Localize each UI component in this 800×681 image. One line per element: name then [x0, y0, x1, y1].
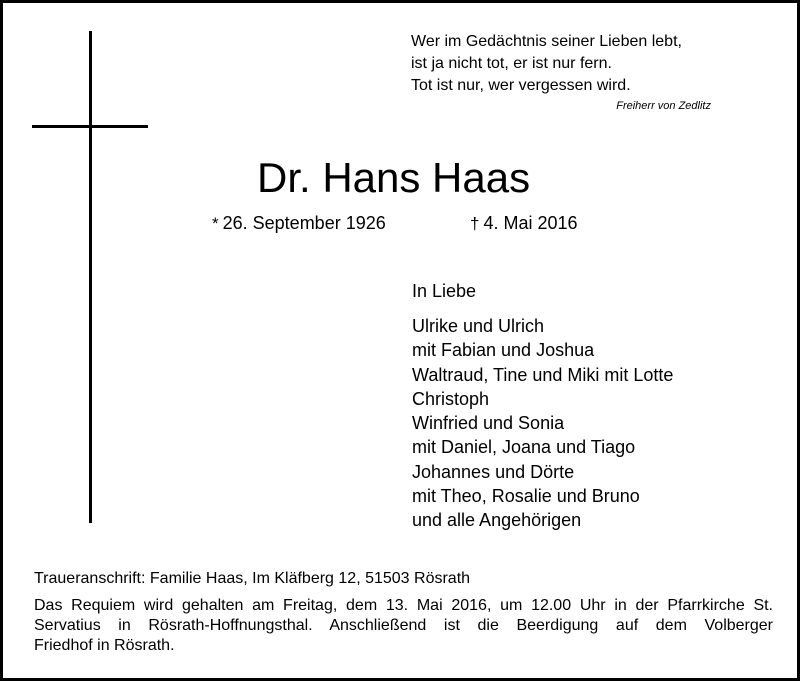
quote-line: ist ja nicht tot, er ist nur fern. — [411, 55, 612, 72]
requiem-line: Das Requiem wird gehalten am Freitag, dem 13. Mai 2016, um 12.00 Uhr in der Pfarrkirche St. — [34, 597, 773, 614]
list-item: Winfried und Sonia — [412, 413, 565, 434]
birth-date-line — [212, 211, 386, 236]
list-item: mit Daniel, Joana und Tiago — [412, 437, 636, 458]
list-item: und alle Angehörigen — [412, 510, 582, 531]
death-date: 4. Mai 2016 — [483, 213, 578, 233]
cross-icon-vertical-bar — [89, 31, 92, 523]
list-item: Christoph — [412, 388, 490, 409]
list-item: mit Theo, Rosalie und Bruno — [412, 486, 640, 507]
death-date-line — [470, 211, 578, 236]
memorial-quote — [411, 31, 682, 97]
death-dagger-icon: † — [470, 214, 480, 233]
quote-line: Wer im Gedächtnis seiner Lieben lebt, — [411, 33, 682, 50]
list-item: Waltraud, Tine und Miki mit Lotte — [412, 364, 674, 385]
deceased-name: Dr. Hans Haas — [257, 154, 531, 201]
requiem-line: Servatius in Rösrath-Hoffnungsthal. Anschließend ist die Beerdigung auf dem Volberger — [34, 617, 773, 634]
mourning-address: Traueranschrift: Familie Haas, Im Kläfberg 12, 51503 Rösrath — [34, 570, 471, 587]
list-item: Johannes und Dörte — [412, 461, 575, 482]
birth-star-icon: * — [212, 214, 219, 233]
mourners-list — [412, 314, 673, 533]
mourners-intro: In Liebe — [412, 281, 477, 301]
requiem-line: Friedhof in Rösrath. — [34, 637, 175, 654]
cross-icon-horizontal-bar — [32, 125, 148, 128]
birth-date: 26. September 1926 — [222, 213, 386, 233]
requiem-info — [34, 596, 773, 656]
quote-author: Freiherr von Zedlitz — [616, 100, 711, 112]
list-item: Ulrike und Ulrich — [412, 316, 545, 336]
list-item: mit Fabian und Joshua — [412, 340, 595, 361]
quote-line: Tot ist nur, wer vergessen wird. — [411, 77, 631, 94]
